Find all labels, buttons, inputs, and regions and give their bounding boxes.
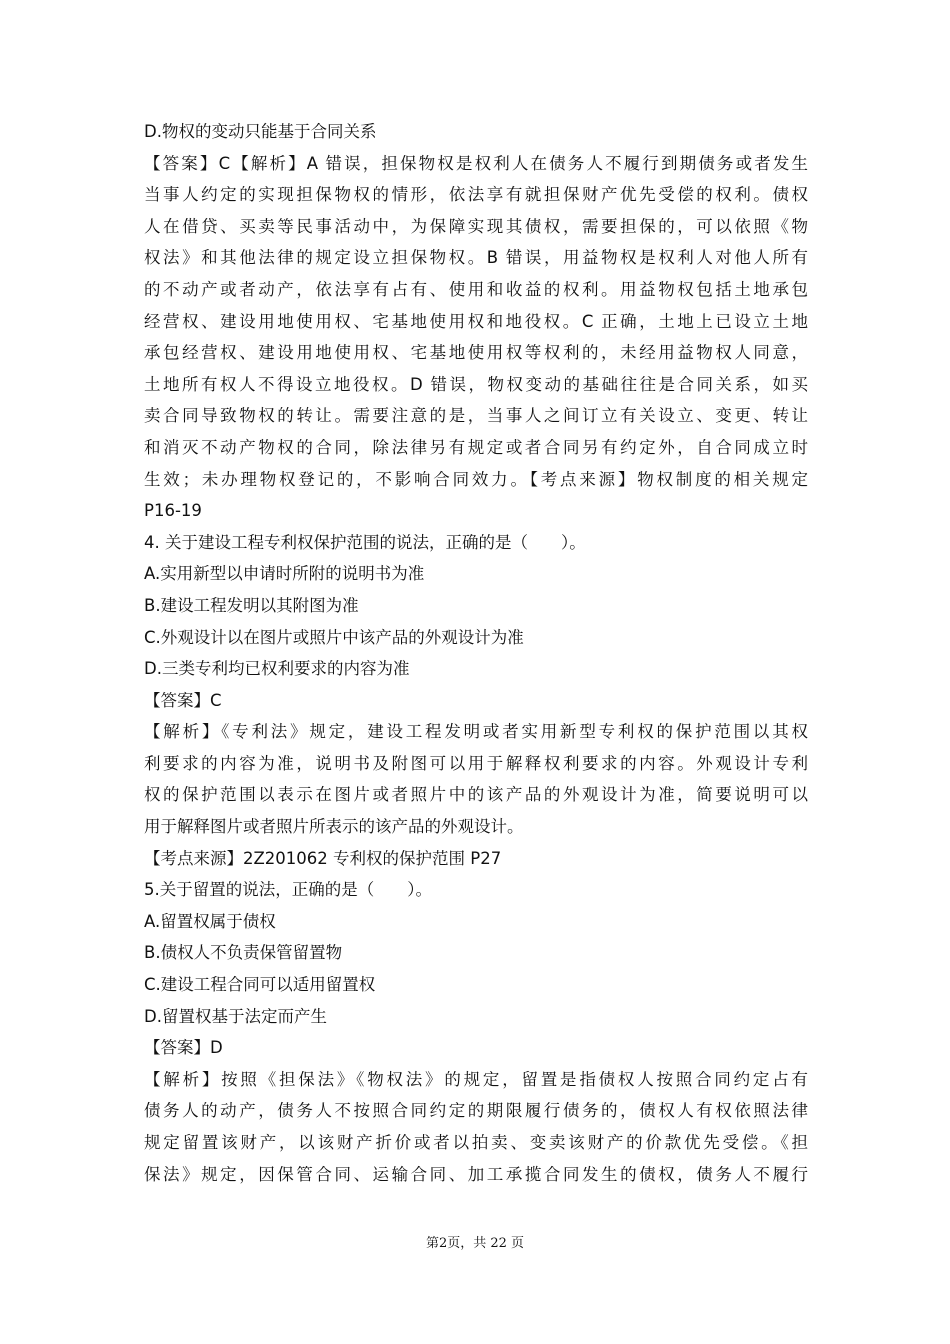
text-line: 人在借贷、买卖等民事活动中，为保障实现其债权，需要担保的，可以依照《物 [144,216,808,236]
document-body [144,116,808,1190]
text-line: 用于解释图片或者照片所表示的该产品的外观设计。 [144,817,524,837]
text-line: 【解析】《专利法》规定，建设工程发明或者实用新型专利权的保护范围以其权 [144,722,808,742]
text-line: 土地所有权人不得设立地役权。D 错误，物权变动的基础往往是合同关系，如买 [144,374,808,394]
text-line: 利要求的内容为准，说明书及附图可以用于解释权利要求的内容。外观设计专利 [144,753,808,773]
text-line: 的不动产或者动产，依法享有占有、使用和收益的权利。用益物权包括土地承包 [144,279,808,299]
text-line: B.债权人不负责保管留置物 [144,943,343,963]
text-line: 【考点来源】2Z201062 专利权的保护范围 P27 [144,848,502,868]
text-line: 权法》和其他法律的规定设立担保物权。B 错误，用益物权是权利人对他人所有 [144,248,808,268]
text-line: 卖合同导致物权的转让。需要注意的是，当事人之间订立有关设立、变更、转让 [144,406,808,426]
page-number-footer: 第2页，共 22 页 [425,1236,525,1251]
text-line: D.物权的变动只能基于合同关系 [144,122,377,141]
text-line: 保法》规定，因保管合同、运输合同、加工承揽合同发生的债权，债务人不履行 [144,1164,808,1184]
text-line: A.留置权属于债权 [144,911,276,931]
text-line: P16-19 [144,501,202,521]
text-line: C.外观设计以在图片或照片中该产品的外观设计为准 [144,627,524,647]
text-line: 生效；未办理物权登记的，不影响合同效力。【考点来源】物权制度的相关规定 [144,469,808,489]
text-line: 【答案】D [144,1038,223,1058]
text-line: D.留置权基于法定而产生 [144,1006,327,1026]
text-line: 【解析】按照《担保法》《物权法》的规定，留置是指债权人按照合同约定占有 [144,1069,808,1089]
text-line: 经营权、建设用地使用权、宅基地使用权和地役权。C 正确，土地上已设立土地 [144,311,808,331]
text-line: C.建设工程合同可以适用留置权 [144,975,376,995]
text-line: 【答案】C [144,690,222,710]
text-line: 和消灭不动产物权的合同，除法律另有规定或者合同另有约定外，自合同成立时 [144,437,808,457]
text-line: 规定留置该财产，以该财产折价或者以拍卖、变卖该财产的价款优先受偿。《担 [144,1133,808,1152]
text-line: 权的保护范围以表示在图片或者照片中的该产品的外观设计为准，简要说明可以 [144,785,808,805]
text-line: 当事人约定的实现担保物权的情形，依法享有就担保财产优先受偿的权利。债权 [144,185,808,205]
text-line: 债务人的动产，债务人不按照合同约定的期限履行债务的，债权人有权依照法律 [144,1101,808,1121]
text-line: D.三类专利均已权利要求的内容为准 [144,659,410,679]
text-line: B.建设工程发明以其附图为准 [144,595,359,615]
text-line: 4. 关于建设工程专利权保护范围的说法，正确的是（ ）。 [144,532,586,552]
text-line: A.实用新型以申请时所附的说明书为准 [144,564,425,584]
text-line: 5.关于留置的说法，正确的是（ ）。 [144,880,432,900]
text-line: 【答案】C【解析】A 错误，担保物权是权利人在债务人不履行到期债务或者发生 [144,153,808,173]
text-line: 承包经营权、建设用地使用权、宅基地使用权等权利的，未经用益物权人同意， [144,343,808,363]
